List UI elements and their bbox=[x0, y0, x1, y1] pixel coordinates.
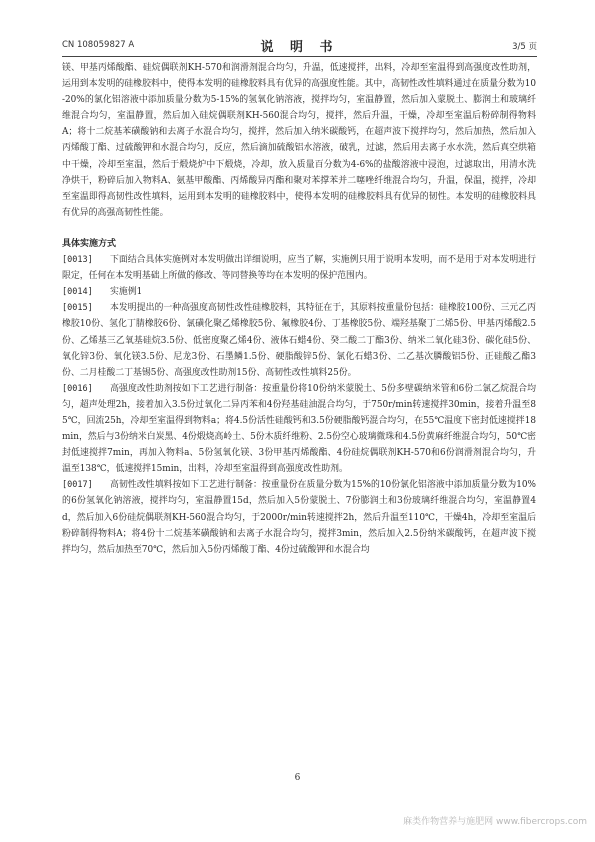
paragraph-text: 高强度改性助剂按如下工艺进行制备：按重量份将10份纳米蒙脱土、5份多壁碳纳米管和6份二氯乙烷混合均匀，超声处理2h，接着加入3.5份过氧化二异丙苯和4份羟基硅油混合均匀，于750r/min转速搅拌30min，接着升温至85℃，回流25h，冷却至室温得到物料a；将4.5份活性硅酸钙和3.5份硬脂酸钙混合均匀，在55℃温度下密封低速搅拌18min，然后与3份纳米白炭黑、4份煅烧高岭土、5份木质纤维粉、2.5份空心玻璃微珠和4.5份黄麻纤维混合均匀，50℃密封低速搅拌7min，再加入物料a、5份氢氧化镁、3份甲基丙烯酸酯、4份硅烷偶联剂KH-570和6份润滑剂混合均匀，升温至138℃，低速搅拌15min，出料，冷却至室温得到高强度改性助剂。 bbox=[62, 383, 536, 475]
paragraph-0013 bbox=[62, 252, 536, 284]
paragraph-text: 下面结合具体实施例对本发明做出详细说明，应当了解，实施例只用于说明本发明，而不是用于对本发明进行限定，任何在本发明基础上所做的修改、等同替换等均在本发明的保护范围内。 bbox=[62, 255, 536, 282]
page-number: 6 bbox=[294, 773, 301, 783]
section-title: 具体实施方式 bbox=[62, 238, 117, 249]
page-header bbox=[62, 38, 537, 54]
paragraph-0016 bbox=[62, 381, 536, 478]
paragraph-text: 高韧性改性填料按如下工艺进行制备：按重量份在质量分数为15%的10份氯化铝溶液中添加质量分数为10%的6份氢氧化钠溶液，搅拌均匀，室温静置15d，然后加入5份蒙脱土、7份膨润土和3份玻璃纤维混合均匀，室温静置4d，然后加入6份硅烷偶联剂KH-560混合均匀，于2000r/min转速搅拌2h，然后升温至110℃，干燥4h，冷却至室温后粉碎制得物料A；将4份十二烷基苯磺酸钠和去离子水混合均匀，搅拌3min，然后加入2.5份纳米碳酸钙，在超声波下搅拌均匀，然后加热至70℃，然后加入5份丙烯酸丁酯、4份过硫酸钾和水混合均 bbox=[62, 480, 536, 555]
paragraph-text: 实施例1 bbox=[110, 287, 143, 298]
paragraph-text: 本发明提出的一种高强度高韧性改性硅橡胶料，其特征在于，其原料按重量份包括：硅橡胶100份、三元乙丙橡胶10份、氢化丁腈橡胶6份、氯磺化聚乙烯橡胶5份、氟橡胶4份、丁基橡胶5份、端羟基聚丁二烯5份、甲基丙烯酸2.5份、乙烯基三乙氧基硅烷3.5份、低密度聚乙烯4份、液体石蜡4份、癸二酸二丁酯3份、纳米二氧化硅3份、碳化硅5份、氧化锌3份、氧化镁3.5份、尼龙3份、石墨鳞1.5份、硬脂酸锌5份、氯化石蜡3份、二乙基次膦酸铝5份、正硅酸乙酯3份、二月桂酸二丁基锡5份、高强度改性助剂15份、高韧性改性填料25份。 bbox=[62, 303, 536, 378]
site-watermark: 麻类作物营养与施肥网 www.fibercrops.com bbox=[403, 817, 587, 827]
document-body bbox=[62, 60, 536, 558]
paragraph-0014 bbox=[62, 284, 536, 300]
document-number: CN 108059827 A bbox=[62, 40, 135, 50]
intro-continuation-paragraph: 镁、甲基丙烯酸酯、硅烷偶联剂KH-570和润滑剂混合均匀，升温，低速搅拌，出料，冷却至室温得到高强度改性助剂，运用到本发明的硅橡胶料中，使得本发明的硅橡胶料具有优异的高强度性能。其中，高韧性改性填料通过在质量分数为10-20%的氯化铝溶液中添加质量分数为5-15%的氢氧化钠溶液，搅拌均匀，室温静置，然后加入蒙脱土、膨润土和玻璃纤维混合均匀，室温静置，然后加入硅烷偶联剂KH-560混合均匀，搅拌，然后升温，干燥，冷却至室温后粉碎制得物料A；将十二烷基苯磺酸钠和去离子水混合均匀，搅拌，然后加入纳米碳酸钙，在超声波下搅拌均匀，然后加热，然后加入丙烯酸丁酯、过硫酸钾和水混合均匀，反应，然后滴加硫酸铝水溶液，破乳，过滤，然后用去离子水水洗，然后真空烘箱中干燥，冷却至室温，然后于煅烧炉中下煅烧，冷却，放入质量百分数为4-6%的盐酸溶液中浸泡，过滤取出，用清水洗净烘干，粉碎后加入物料A、氨基甲酸酯、丙烯酸异丙酯和聚对苯撑苯并二噻唑纤维混合均匀，升温，保温，搅拌，冷却至室温即得高韧性改性填料，运用到本发明的硅橡胶料中，使得本发明的硅橡胶料具有优异的韧性。本发明的硅橡胶料具有优异的高强高韧性性能。 bbox=[62, 63, 536, 218]
paragraph-number: [0013] bbox=[62, 255, 93, 266]
paragraph-0017 bbox=[62, 477, 536, 557]
paragraph-0015 bbox=[62, 300, 536, 380]
paragraph-number: [0016] bbox=[62, 383, 93, 394]
header-divider bbox=[62, 56, 537, 57]
paragraph-number: [0017] bbox=[62, 480, 93, 491]
page-info: 3/5 页 bbox=[512, 42, 537, 52]
paragraph-number: [0015] bbox=[62, 303, 93, 314]
document-title: 说 明 书 bbox=[260, 40, 339, 55]
paragraph-number: [0014] bbox=[62, 287, 93, 298]
